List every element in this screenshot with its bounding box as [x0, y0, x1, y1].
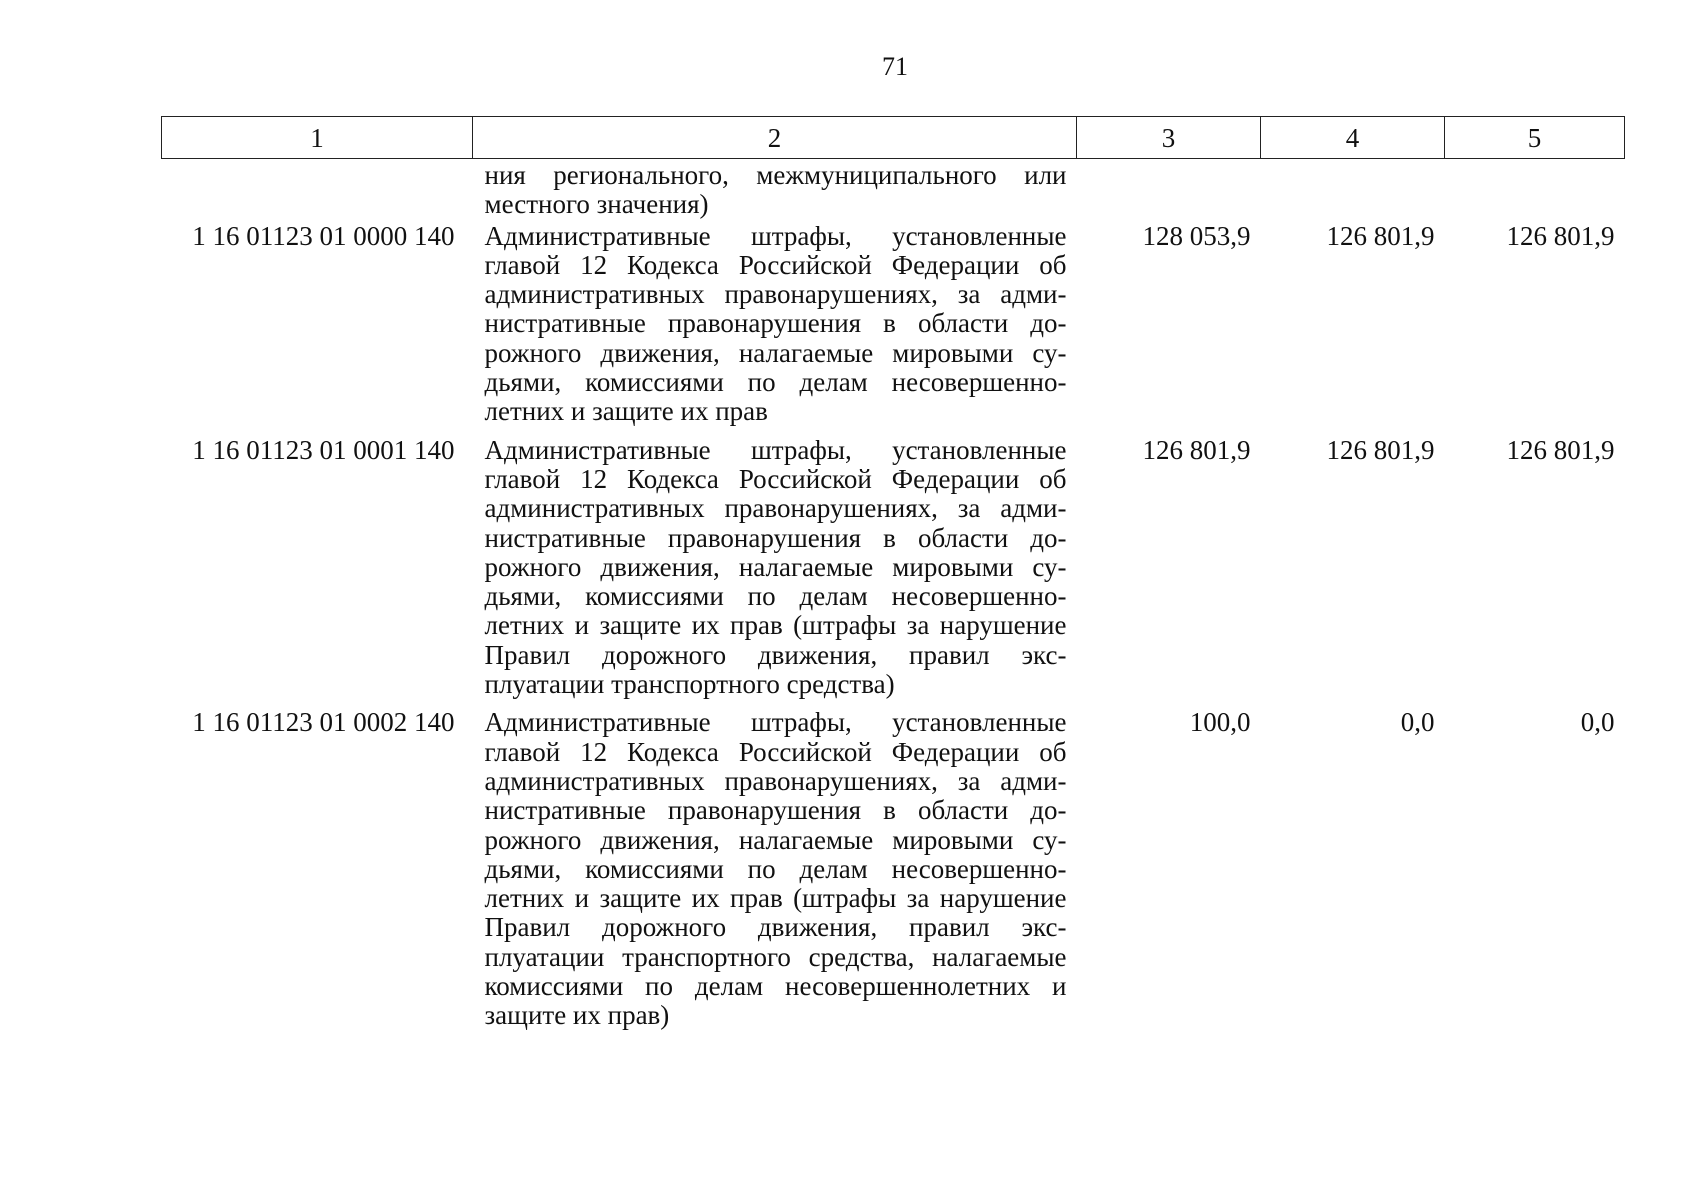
header-col-1: 1	[162, 117, 473, 159]
row-value-col3: 126 801,9	[1142, 434, 1251, 465]
empty-cell	[1445, 159, 1625, 222]
page-number: 71	[882, 52, 908, 81]
header-col-5: 5	[1445, 117, 1625, 159]
header-col-2: 2	[473, 117, 1077, 159]
continuation-code-cell	[162, 159, 473, 222]
header-row	[162, 117, 1625, 159]
budget-table-container	[161, 116, 1624, 1040]
row-value-col5: 126 801,9	[1506, 220, 1615, 251]
table-row	[162, 222, 1625, 436]
header-col-3: 3	[1077, 117, 1261, 159]
row-code: 1 16 01123 01 0000 140	[192, 220, 455, 251]
empty-cell	[1077, 159, 1261, 222]
row-description: Административные штрафы, установленные главой 12 Кодекса Российской Федерации об административных правонарушениях, за административные правонарушения в области дорожного движения, налагаемые мировыми судьями, комиссиями по делам несовершеннолетних и защите их прав (штрафы за нарушение Правил дорожного движения, правил эксплуатации транспортного средства, налагаемые комиссиями по делам несовершеннолетних и защите их прав)	[484, 707, 1067, 1031]
row-description: Административные штрафы, установленные главой 12 Кодекса Российской Федерации об административных правонарушениях, за административные правонарушения в области дорожного движения, налагаемые мировыми судьями, комиссиями по делам несовершеннолетних и защите их прав (штрафы за нарушение Правил дорожного движения, правил эксплуатации транспортного средства)	[484, 434, 1067, 700]
continuation-row	[162, 159, 1625, 222]
header-col-4: 4	[1261, 117, 1445, 159]
table-body	[162, 159, 1625, 1040]
row-value-col5: 0,0	[1580, 707, 1615, 738]
table-row	[162, 708, 1625, 1039]
row-code: 1 16 01123 01 0002 140	[192, 707, 455, 738]
table-row	[162, 436, 1625, 709]
row-value-col4: 0,0	[1400, 707, 1435, 738]
row-value-col3: 100,0	[1189, 707, 1251, 738]
continuation-text: ния регионального, межмуниципального или местного значения)	[484, 160, 1067, 220]
budget-table	[161, 116, 1625, 1040]
table-header	[162, 117, 1625, 159]
row-value-col4: 126 801,9	[1326, 434, 1435, 465]
row-description: Административные штрафы, установленные главой 12 Кодекса Российской Федерации об административных правонарушениях, за административные правонарушения в области дорожного движения, налагаемые мировыми судьями, комиссиями по делам несовершеннолетних и защите их прав	[484, 220, 1067, 427]
empty-cell	[1261, 159, 1445, 222]
row-code: 1 16 01123 01 0001 140	[192, 434, 455, 465]
row-value-col3: 128 053,9	[1142, 220, 1251, 251]
row-value-col4: 126 801,9	[1326, 220, 1435, 251]
row-value-col5: 126 801,9	[1506, 434, 1615, 465]
